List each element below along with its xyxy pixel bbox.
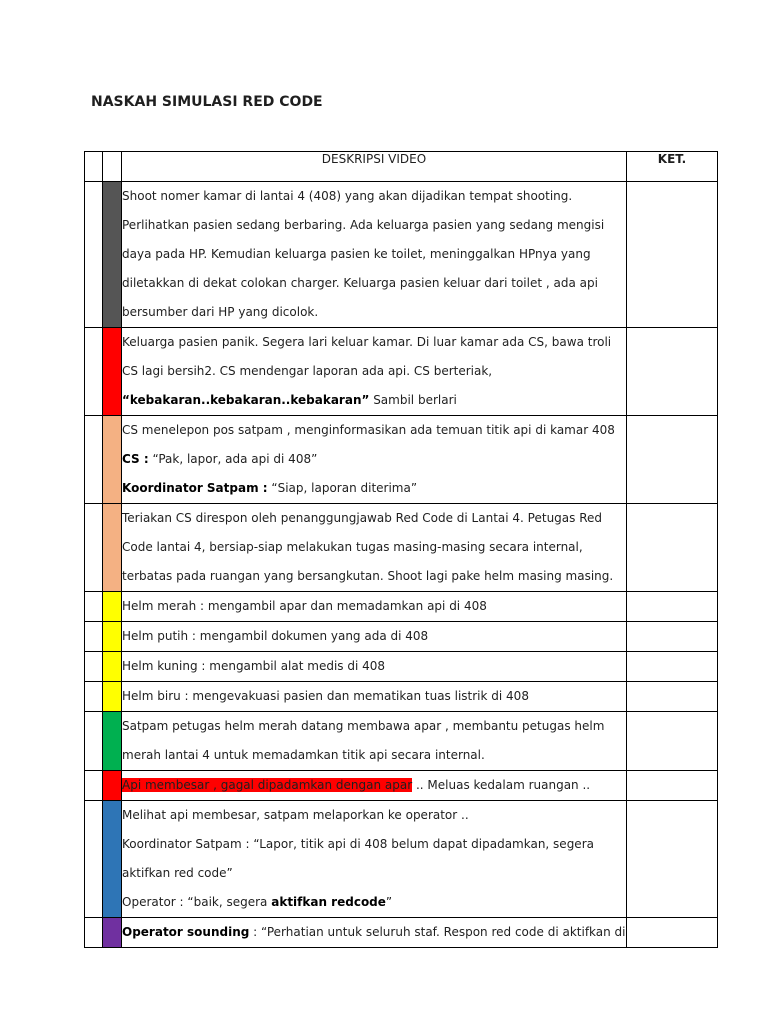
row-number-cell [85, 918, 103, 948]
row-notes-cell [627, 918, 718, 948]
emphasis-text: aktifkan redcode [271, 895, 386, 909]
table-row [85, 622, 718, 652]
row-notes-cell [627, 504, 718, 592]
row-color-swatch [103, 328, 122, 416]
description-line: Melihat api membesar, satpam melaporkan ke operator .. [122, 808, 469, 822]
row-notes-cell [627, 712, 718, 771]
row-number-cell [85, 182, 103, 328]
row-number-cell [85, 652, 103, 682]
row-notes-cell [627, 682, 718, 712]
table-row [85, 592, 718, 622]
table-row [85, 801, 718, 918]
row-description [122, 416, 627, 504]
row-notes-cell [627, 652, 718, 682]
row-color-swatch [103, 771, 122, 801]
row-description [122, 182, 627, 328]
description-line: merah lantai 4 untuk memadamkan titik api secara internal. [122, 748, 485, 762]
description-line: Helm biru : mengevakuasi pasien dan mematikan tuas listrik di 408 [122, 689, 529, 703]
dialogue-line [122, 445, 626, 474]
row-description [122, 682, 627, 712]
row-number-cell [85, 504, 103, 592]
speech-text: ” [385, 895, 393, 909]
shout-text: “kebakaran..kebakaran..kebakaran” [122, 393, 370, 407]
description-line: CS lagi bersih2. CS mendengar laporan ada api. CS berteriak, [122, 364, 493, 378]
row-notes-cell [627, 328, 718, 416]
highlight-rest: .. Meluas kedalam ruangan .. [412, 778, 591, 792]
description-line: Perlihatkan pasien sedang berbaring. Ada keluarga pasien yang sedang mengisi [122, 218, 605, 232]
header-blank-cell [85, 152, 103, 182]
description-line: Satpam petugas helm merah datang membawa apar , membantu petugas helm [122, 719, 605, 733]
description-line: Teriakan CS direspon oleh penanggungjawab Red Code di Lantai 4. Petugas Red [122, 511, 603, 525]
row-number-cell [85, 592, 103, 622]
speech-text: : “Perhatian untuk seluruh staf. Respon red code di aktifkan di [249, 925, 626, 939]
row-description [122, 504, 627, 592]
row-color-swatch [103, 622, 122, 652]
row-color-swatch [103, 652, 122, 682]
row-description [122, 622, 627, 652]
table-row [85, 652, 718, 682]
dialogue-line [122, 888, 626, 917]
description-line: Keluarga pasien panik. Segera lari keluar kamar. Di luar kamar ada CS, bawa troli [122, 335, 612, 349]
description-line: diletakkan di dekat colokan charger. Keluarga pasien keluar dari toilet , ada api [122, 276, 598, 290]
row-color-swatch [103, 712, 122, 771]
table-row [85, 682, 718, 712]
description-line: terbatas pada ruangan yang bersangkutan. Shoot lagi pake helm masing masing. [122, 569, 614, 583]
description-line: Helm merah : mengambil apar dan memadamkan api di 408 [122, 599, 487, 613]
speech-text: “Pak, lapor, ada api di 408” [148, 452, 318, 466]
speech-text: “Siap, laporan diterima” [267, 481, 418, 495]
row-description [122, 918, 627, 948]
script-table [84, 151, 718, 948]
row-notes-cell [627, 592, 718, 622]
row-number-cell [85, 328, 103, 416]
description-line: Shoot nomer kamar di lantai 4 (408) yang akan dijadikan tempat shooting. [122, 189, 573, 203]
row-description [122, 801, 627, 918]
row-number-cell [85, 622, 103, 652]
description-line: bersumber dari HP yang dicolok. [122, 305, 319, 319]
row-color-swatch [103, 682, 122, 712]
description-line [122, 771, 626, 800]
row-number-cell [85, 682, 103, 712]
row-notes-cell [627, 182, 718, 328]
row-description [122, 328, 627, 416]
description-line: Koordinator Satpam : “Lapor, titik api di 408 belum dapat dipadamkan, segera [122, 837, 594, 851]
speaker-label: Koordinator Satpam : [122, 481, 268, 495]
row-number-cell [85, 416, 103, 504]
table-row [85, 771, 718, 801]
row-number-cell [85, 801, 103, 918]
row-color-swatch [103, 592, 122, 622]
header-description: DESKRIPSI VIDEO [122, 152, 627, 182]
speaker-label: Operator sounding [122, 925, 250, 939]
table-row [85, 504, 718, 592]
row-number-cell [85, 771, 103, 801]
row-color-swatch [103, 918, 122, 948]
highlighted-text: Api membesar , gagal dipadamkan dengan apar [122, 778, 413, 792]
table-row [85, 182, 718, 328]
table-row [85, 416, 718, 504]
row-notes-cell [627, 416, 718, 504]
row-notes-cell [627, 771, 718, 801]
row-color-swatch [103, 416, 122, 504]
row-color-swatch [103, 801, 122, 918]
row-color-swatch [103, 504, 122, 592]
dialogue-line [122, 474, 626, 503]
description-line: Helm putih : mengambil dokumen yang ada di 408 [122, 629, 429, 643]
speaker-label: CS : [122, 452, 149, 466]
header-notes: KET. [627, 152, 718, 182]
speech-text: Operator : “baik, segera [122, 895, 272, 909]
row-number-cell [85, 712, 103, 771]
row-color-swatch [103, 182, 122, 328]
dialogue-line [122, 918, 626, 947]
table-header-row [85, 152, 718, 182]
row-notes-cell [627, 801, 718, 918]
description-line: daya pada HP. Kemudian keluarga pasien ke toilet, meninggalkan HPnya yang [122, 247, 591, 261]
table-row [85, 712, 718, 771]
table-row [85, 328, 718, 416]
table-row [85, 918, 718, 948]
header-color-cell [103, 152, 122, 182]
row-notes-cell [627, 622, 718, 652]
row-description [122, 592, 627, 622]
row-description [122, 712, 627, 771]
shout-rest: Sambil berlari [369, 393, 457, 407]
description-line: Helm kuning : mengambil alat medis di 408 [122, 659, 386, 673]
row-description [122, 652, 627, 682]
row-description [122, 771, 627, 801]
description-line: CS menelepon pos satpam , menginformasikan ada temuan titik api di kamar 408 [122, 423, 615, 437]
description-line: aktifkan red code” [122, 866, 233, 880]
document-title: NASKAH SIMULASI RED CODE [91, 94, 323, 110]
description-line: Code lantai 4, bersiap-siap melakukan tugas masing-masing secara internal, [122, 540, 583, 554]
description-line [122, 386, 626, 415]
